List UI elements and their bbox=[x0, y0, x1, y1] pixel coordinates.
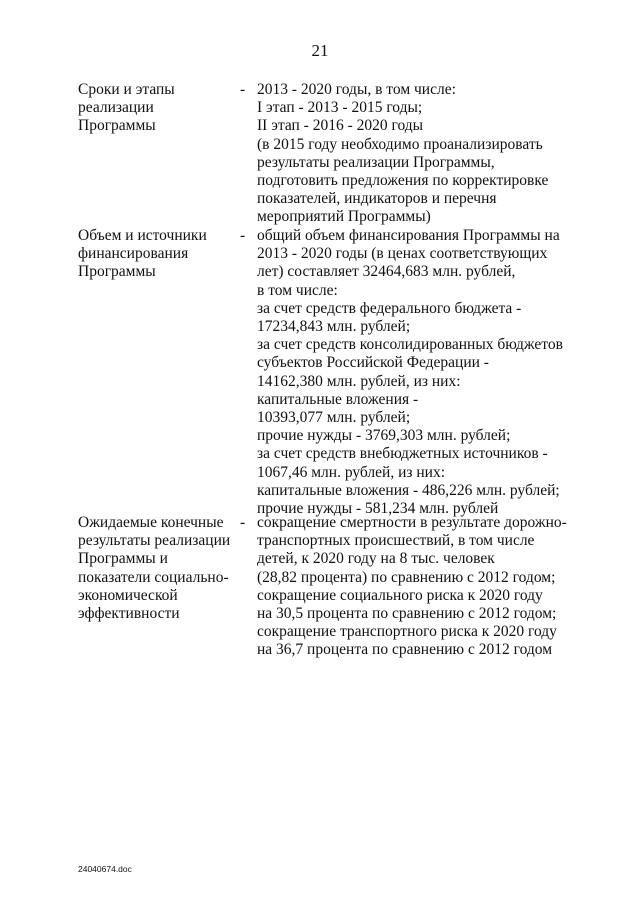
content-line: (28,82 процента) по сравнению с 2012 годом; bbox=[257, 568, 556, 586]
label-line: эффективности bbox=[78, 605, 180, 623]
content-line: показателей, индикаторов и перечня bbox=[257, 190, 497, 208]
label-line: финансирования bbox=[78, 245, 189, 263]
content-line: сокращение социального риска к 2020 году bbox=[257, 586, 543, 604]
content-line: 17234,843 млн. рублей; bbox=[257, 318, 411, 336]
content-line: подготовить предложения по корректировке bbox=[257, 172, 549, 190]
content-line: субъектов Российской Федерации - bbox=[257, 354, 489, 372]
content-line: мероприятий Программы) bbox=[257, 208, 431, 226]
content-line: за счет средств федерального бюджета - bbox=[257, 299, 522, 317]
section-label bbox=[78, 227, 238, 282]
section-content bbox=[257, 514, 567, 660]
label-line: реализации bbox=[78, 99, 154, 117]
page-number: 21 bbox=[311, 41, 329, 60]
content-line: II этап - 2016 - 2020 годы bbox=[257, 117, 424, 135]
content-line: (в 2015 году необходимо проанализировать bbox=[257, 135, 543, 153]
section-content bbox=[257, 227, 567, 518]
content-line: на 30,5 процента по сравнению с 2012 годом; bbox=[257, 605, 557, 623]
content-line: 2013 - 2020 годы (в ценах соответствующих bbox=[257, 245, 548, 263]
label-line: Сроки и этапы bbox=[78, 81, 175, 98]
content-line: капитальные вложения - bbox=[257, 390, 419, 408]
label-line: экономической bbox=[78, 586, 178, 604]
content-line: за счет средств консолидированных бюджетов bbox=[257, 336, 563, 354]
content-line: детей, к 2020 году на 8 тыс. человек bbox=[257, 550, 495, 568]
section-dash: - bbox=[240, 227, 246, 244]
label-line: Программы bbox=[78, 263, 156, 281]
content-line: прочие нужды - 581,234 млн. рублей bbox=[257, 500, 499, 518]
content-line: лет) составляет 32464,683 млн. рублей, bbox=[257, 263, 516, 281]
content-line: 14162,380 млн. рублей, из них: bbox=[257, 372, 461, 390]
section-label bbox=[78, 514, 238, 623]
content-line: транспортных происшествий, в том числе bbox=[257, 532, 535, 550]
label-line: Ожидаемые конечные bbox=[78, 514, 224, 531]
section-dash: - bbox=[240, 514, 246, 531]
content-line: за счет средств внебюджетных источников - bbox=[257, 445, 548, 463]
content-line: 2013 - 2020 годы, в том числе: bbox=[257, 81, 456, 98]
section-label bbox=[78, 81, 238, 136]
content-line: общий объем финансирования Программы на bbox=[257, 227, 560, 244]
content-line: сокращение транспортного риска к 2020 году bbox=[257, 623, 557, 641]
content-line: сокращение смертности в результате дорожно- bbox=[257, 514, 567, 531]
content-line: I этап - 2013 - 2015 годы; bbox=[257, 99, 423, 117]
label-line: Программы и bbox=[78, 550, 168, 568]
content-line: капитальные вложения - 486,226 млн. рублей; bbox=[257, 481, 560, 499]
content-line: 10393,077 млн. рублей; bbox=[257, 409, 411, 427]
section-content bbox=[257, 81, 567, 227]
document-filename: 24040674.doc bbox=[78, 864, 132, 874]
content-line: результаты реализации Программы, bbox=[257, 153, 495, 171]
content-line: на 36,7 процента по сравнению с 2012 годом bbox=[257, 641, 553, 659]
content-line: прочие нужды - 3769,303 млн. рублей; bbox=[257, 427, 511, 445]
label-line: показатели социально- bbox=[78, 568, 229, 586]
section-dash: - bbox=[240, 81, 246, 98]
content-line: в том числе: bbox=[257, 281, 338, 299]
label-line: Программы bbox=[78, 117, 156, 135]
label-line: результаты реализации bbox=[78, 532, 231, 550]
content-line: 1067,46 млн. рублей, из них: bbox=[257, 463, 446, 481]
label-line: Объем и источники bbox=[78, 227, 207, 244]
